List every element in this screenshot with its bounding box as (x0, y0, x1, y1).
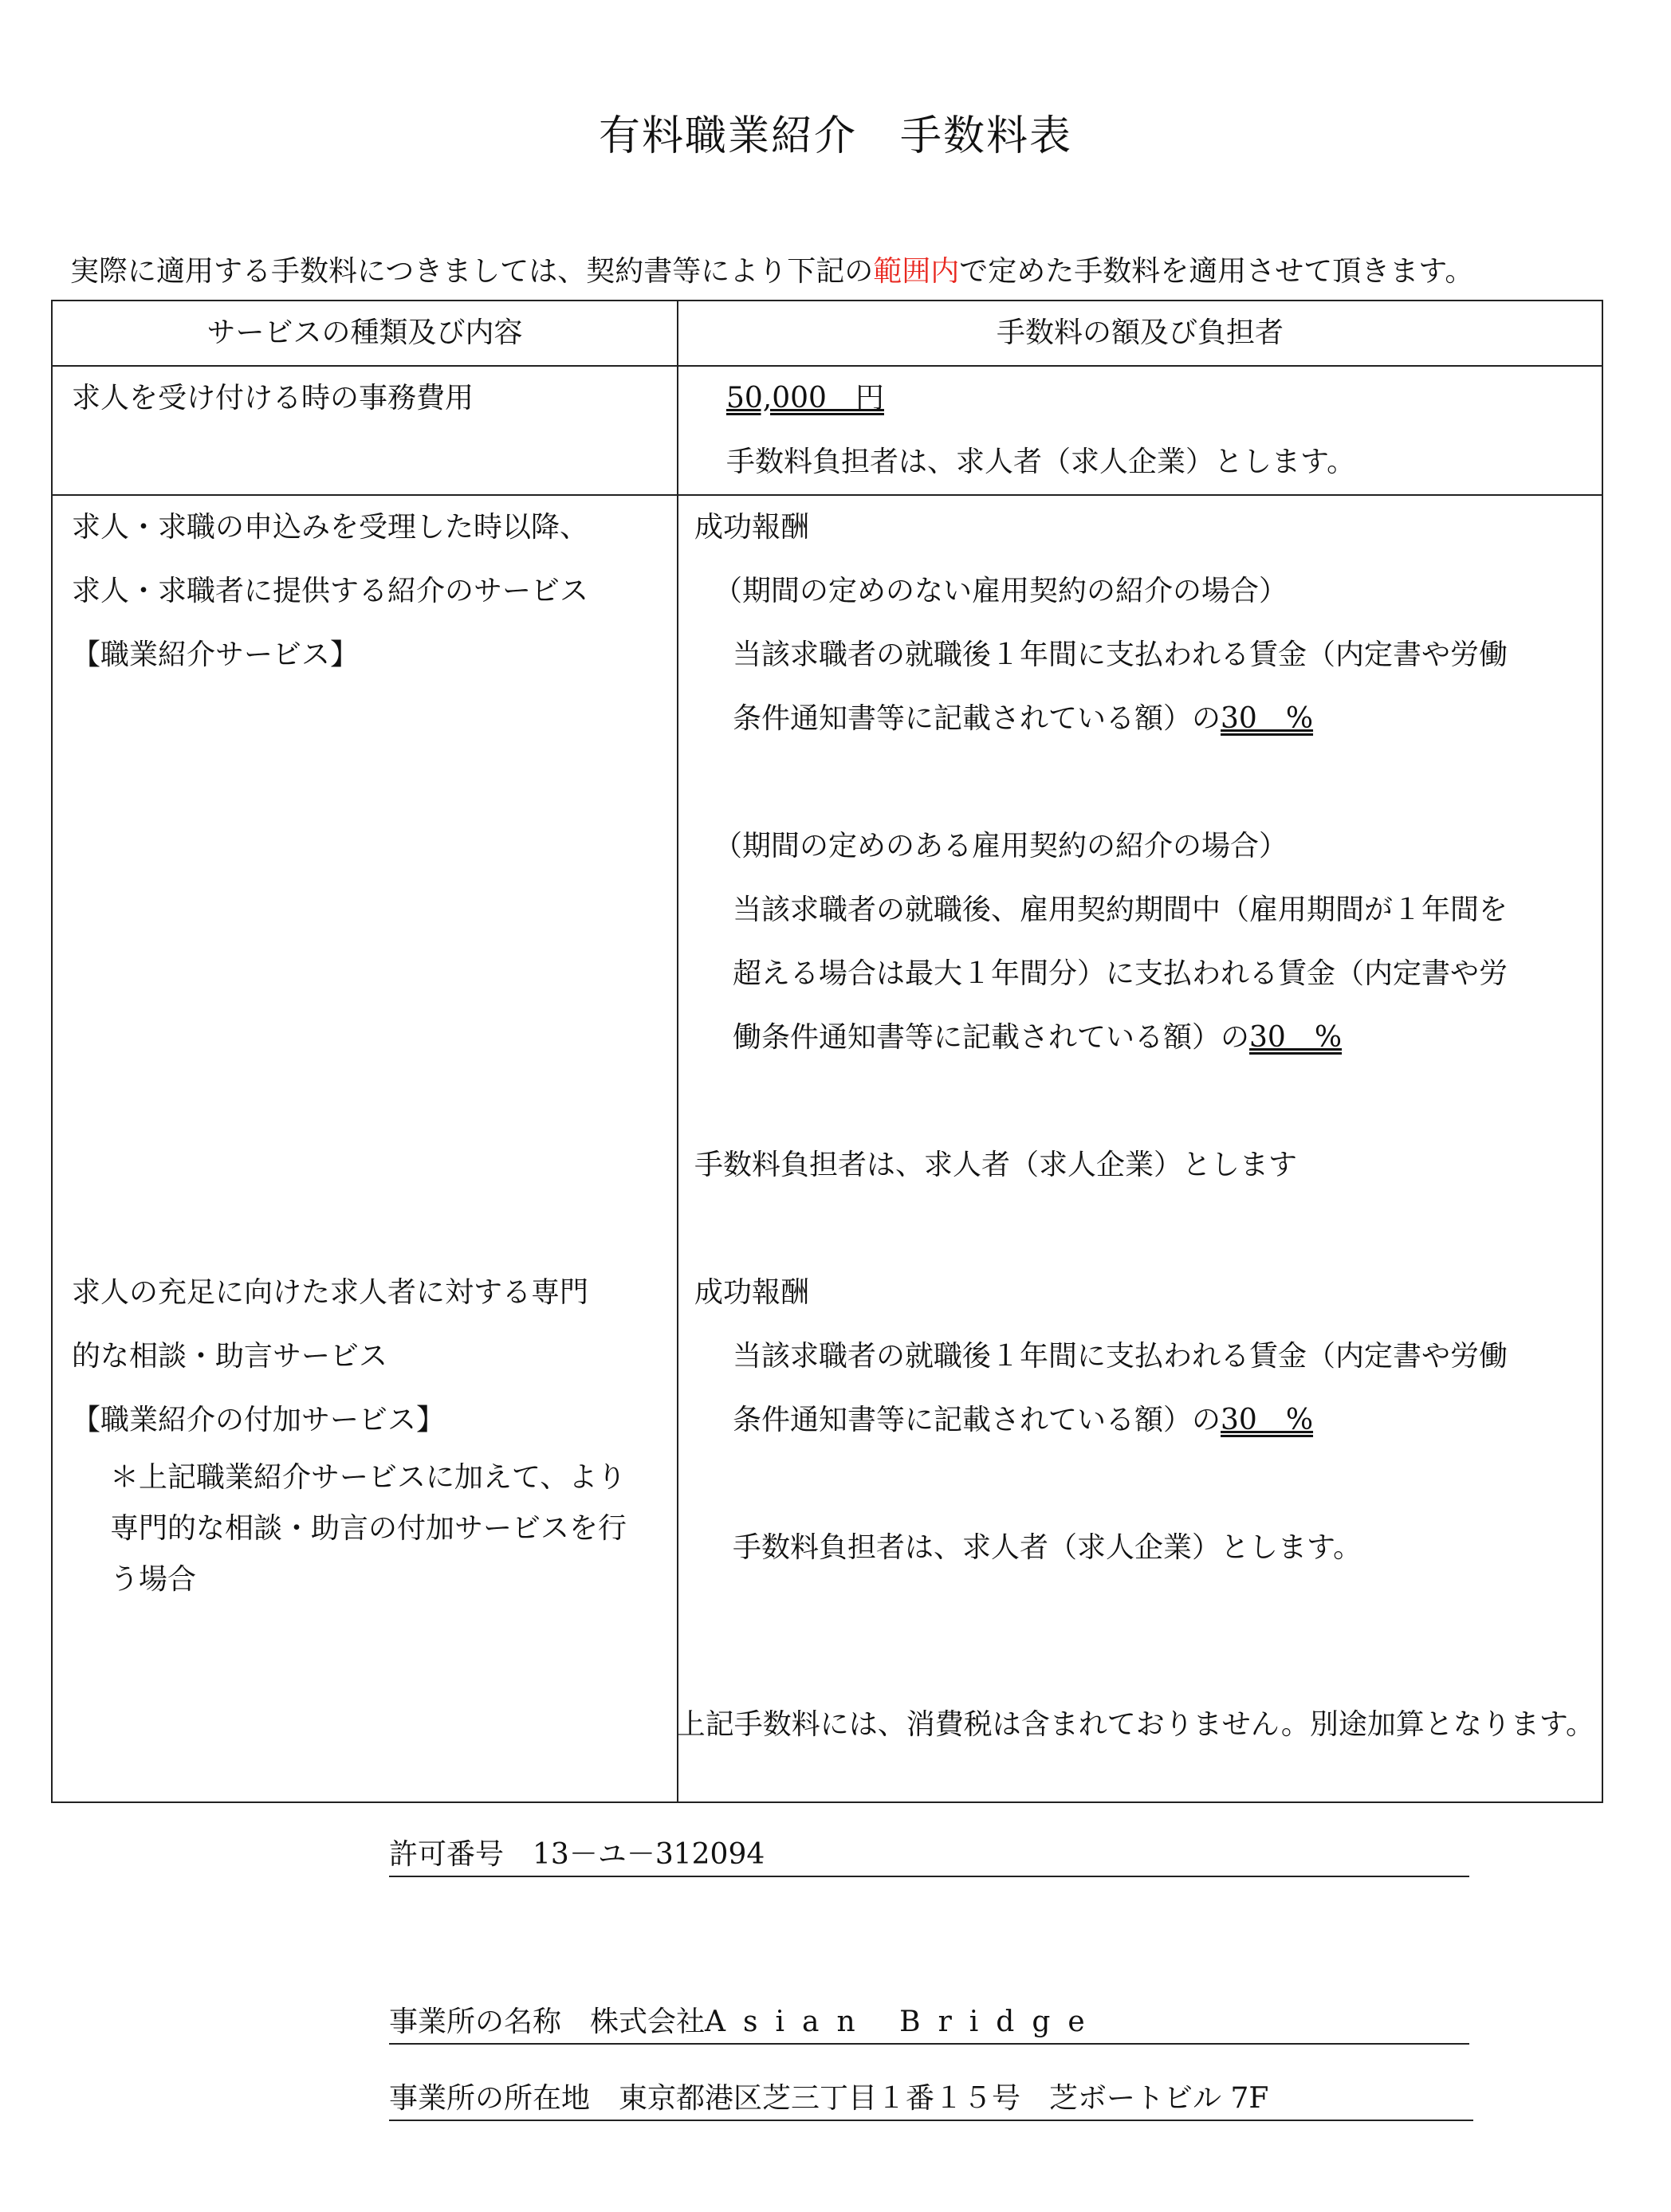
row2-case1-line (694, 687, 1602, 751)
office-name-label: 事業所の名称 (389, 2006, 562, 2038)
page-title: 有料職業紹介 手数料表 (598, 112, 1072, 160)
office-name (389, 1999, 1469, 2045)
header-service: サービスの種類及び内容 (52, 301, 678, 366)
row2-3-service (52, 495, 678, 1802)
row1-payer: 手数料負担者は、求人者（求人企業）とします。 (726, 446, 1356, 478)
office-name-value: Asian Bridge (705, 2006, 1103, 2038)
row2-case1-rate: 30 % (1221, 702, 1314, 735)
row2-service-label: 【職業紹介サービス】 (72, 638, 360, 671)
row3-service-note: 専門的な相談・助言の付加サービスを行 (110, 1512, 627, 1545)
intro-text (70, 249, 1473, 289)
intro-highlight: 範囲内 (873, 255, 960, 288)
row2-case1-text: 条件通知書等に記載されている額）の (733, 702, 1221, 735)
row2-case2-line: 当該求職者の就職後、雇用契約期間中（雇用期間が１年間を (733, 894, 1508, 926)
row2-case2-title: （期間の定めのある雇用契約の紹介の場合） (714, 830, 1288, 862)
row3-fee-line (694, 1389, 1602, 1452)
row3-service-note: う場合 (110, 1563, 197, 1596)
row2-case1-title: （期間の定めのない雇用契約の紹介の場合） (714, 575, 1288, 607)
header-fee: 手数料の額及び負担者 (678, 301, 1602, 366)
permit-value: 13－ユ－312094 (533, 1838, 765, 1871)
row3-rate: 30 % (1221, 1404, 1314, 1436)
permit-label: 許可番号 (389, 1838, 505, 1871)
row3-fee-text: 条件通知書等に記載されている額）の (733, 1404, 1221, 1436)
row3-service-label: 【職業紹介の付加サービス】 (72, 1404, 446, 1436)
row2-3-fee (678, 495, 1602, 1802)
row2-service-line: 求人・求職者に提供する紹介のサービス (72, 575, 589, 607)
permit-number (389, 1832, 1469, 1877)
row2-case2-line: 超える場合は最大１年間分）に支払われる賃金（内定書や労 (733, 957, 1508, 990)
row2-service-line: 求人・求職の申込みを受理した時以降、 (72, 511, 589, 544)
office-address (389, 2076, 1473, 2121)
table-row (52, 495, 1602, 1802)
row2-case2-text: 働条件通知書等に記載されている額）の (733, 1021, 1250, 1054)
row3-service-line: 求人の充足に向けた求人者に対する専門 (72, 1276, 589, 1309)
row1-amount: 50,000 円 (726, 382, 884, 415)
table-row (52, 366, 1602, 495)
office-address-label: 事業所の所在地 (389, 2082, 591, 2115)
fee-table (51, 300, 1603, 1803)
table-header-row (52, 301, 1602, 366)
row2-case2-rate: 30 % (1249, 1021, 1343, 1054)
row2-fee-label: 成功報酬 (694, 511, 810, 544)
row1-service (52, 366, 678, 495)
row2-payer: 手数料負担者は、求人者（求人企業）とします (694, 1149, 1298, 1181)
row1-fee (678, 366, 1602, 495)
row3-fee-line: 当該求職者の就職後１年間に支払われる賃金（内定書や労働 (733, 1340, 1508, 1373)
row3-service-line: 的な相談・助言サービス (72, 1340, 388, 1373)
office-name-prefix: 株式会社 (590, 2006, 706, 2038)
row3-fee-label: 成功報酬 (694, 1276, 810, 1309)
row1-amount-line (678, 367, 1602, 430)
row1-service-text: 求人を受け付ける時の事務費用 (72, 382, 474, 415)
intro-before: 実際に適用する手数料につきましては、契約書等により下記の (70, 255, 874, 288)
row2-case2-line (694, 1006, 1602, 1070)
row2-case1-line: 当該求職者の就職後１年間に支払われる賃金（内定書や労働 (733, 638, 1508, 671)
tax-note: 上記手数料には、消費税は含まれておりません。別途加算となります。 (676, 1708, 1594, 1741)
office-address-value: 東京都港区芝三丁目１番１５号 芝ボートビル 7F (619, 2082, 1269, 2115)
row3-payer: 手数料負担者は、求人者（求人企業）とします。 (733, 1531, 1362, 1564)
intro-after: で定めた手数料を適用させて頂きます。 (959, 255, 1474, 288)
row3-service-note: ＊上記職業紹介サービスに加えて、より (110, 1461, 627, 1494)
